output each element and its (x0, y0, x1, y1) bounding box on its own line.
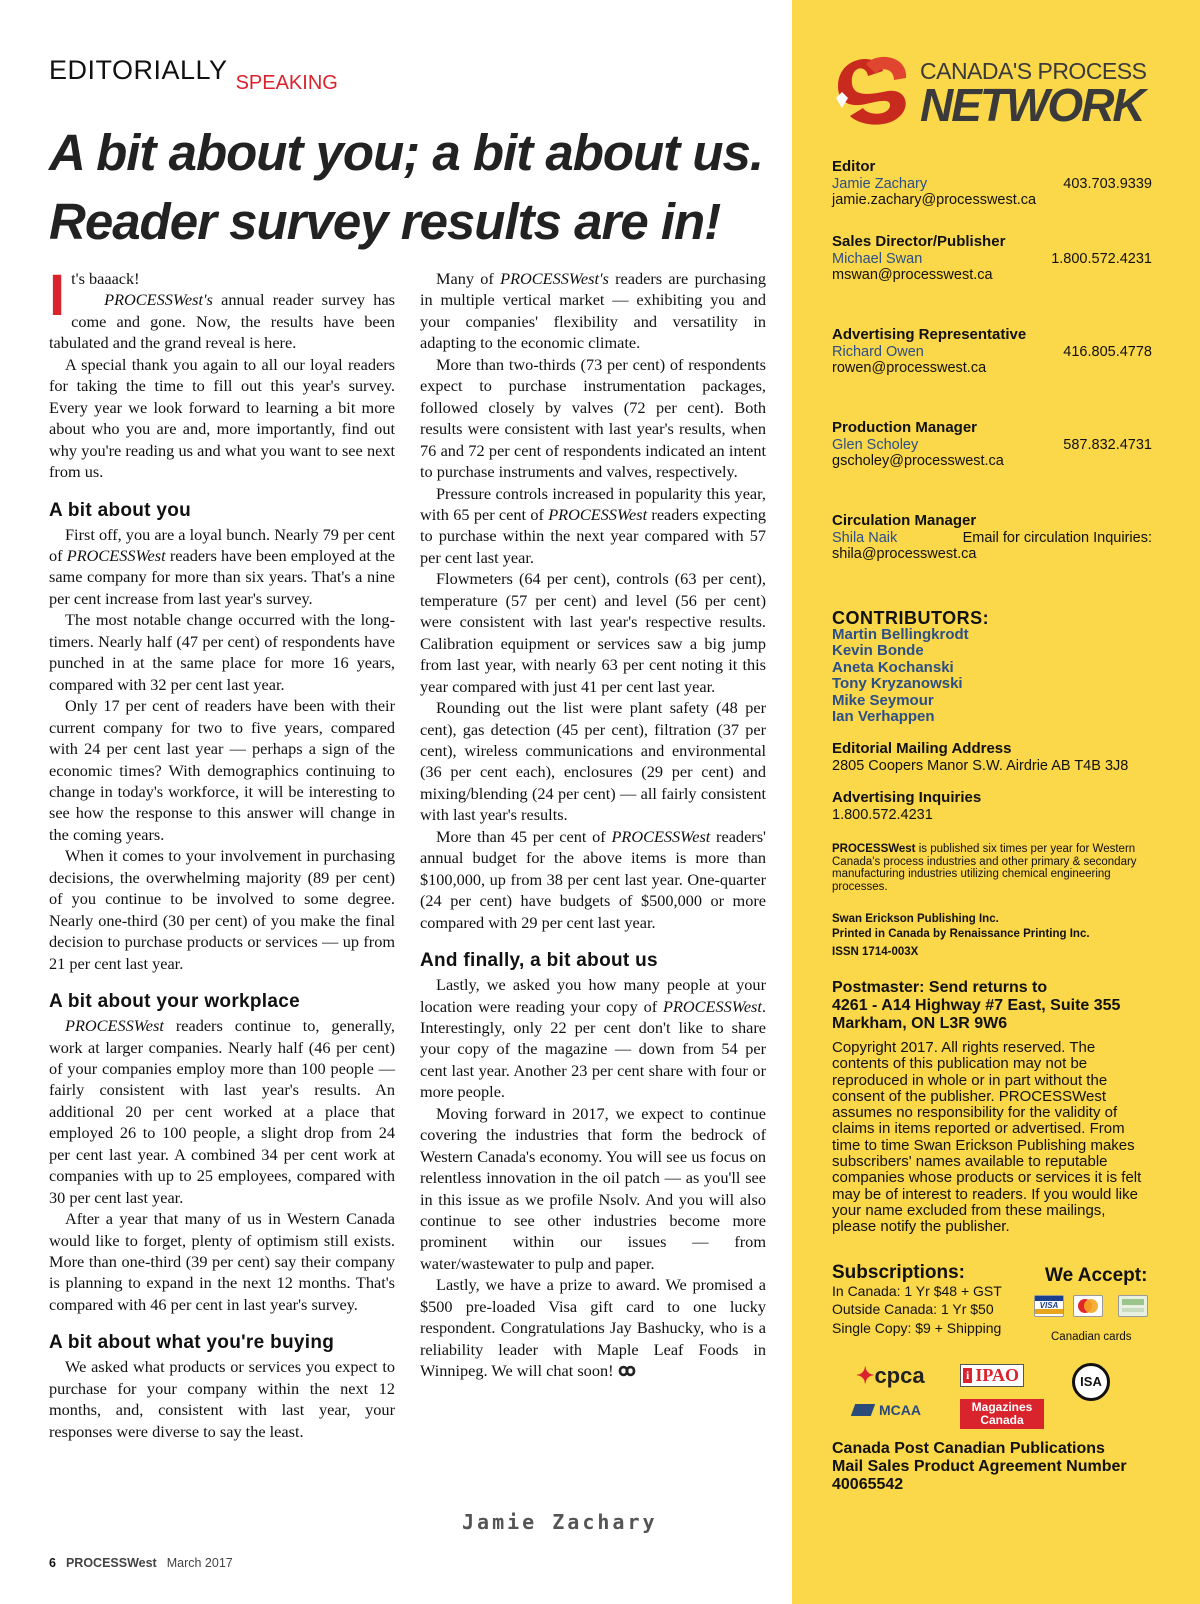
contributors-list (832, 627, 989, 726)
paragraph: Lastly, we asked you how many people at your location were reading your copy of PROCESSWest. Interestingly, only 22 per cent don't like to share your copy of the magazine — down from 54 per cent last year. Another 23 per cent share with four or more people. (420, 975, 766, 1102)
mastercard-icon (1073, 1295, 1103, 1317)
contributor: Mike Seymour (832, 691, 934, 709)
kicker-main: EDITORIALLY (49, 55, 228, 85)
contact-publisher: Sales Director/Publisher Michael Swan 1.800.572.4231 mswan@processwest.ca (832, 233, 1152, 283)
section-kicker (49, 55, 338, 94)
subhead-buying: A bit about what you're buying (49, 1332, 335, 1354)
paragraph: A special thank you again to all our loyal readers for taking the time to fill out this year's survey. Every year we look forward to learning a bit more about who you are and, more importantly, find out why you're reading us and what you want to see next from us. (49, 354, 395, 482)
ipao-logo: i IPAO (960, 1364, 1024, 1387)
article-column-right (420, 268, 766, 1382)
ad-inquiries-block: Advertising Inquiries 1.800.572.4231 (832, 789, 982, 823)
we-accept-title: We Accept: (1045, 1265, 1148, 1286)
isa-logo: ISA (1072, 1363, 1110, 1401)
page-number: 6 (49, 1556, 56, 1570)
dropcap: I (49, 263, 66, 328)
network-logo (828, 46, 1158, 131)
canadian-cards-label: Canadian cards (1051, 1331, 1132, 1343)
paragraph: PROCESSWest readers continue to, generally, work at larger companies. Nearly half (46 per cent) of your companies employ more than 100 people — fairly consistent with last year's results. An additional 20 per cent worked at a place that employed 26 to 100 people, a slight drop from 24 per cent last year. A combined 34 per cent work at companies with up to 25 employees, compared with 30 per cent last year. (49, 1016, 395, 1207)
contact-production: Production Manager Glen Scholey 587.832.4731 gscholey@processwest.ca (832, 419, 1152, 469)
subscriptions-block: Subscriptions: In Canada: 1 Yr $48 + GST Outside Canada: 1 Yr $50 Single Copy: $9 + Shipping (832, 1262, 1002, 1336)
paragraph: More than two-thirds (73 per cent) of respondents expect to purchase instrumentation packages, followed closely by valves (72 per cent). Both results were consistent with last year's results, when 76 and 72 per cent of respondents indicated an intent to purchase instruments and valves, respectively. (420, 354, 766, 482)
subhead-about-you: A bit about you (49, 499, 192, 521)
copyright-notice: Copyright 2017. All rights reserved. The contents of this publication may not be reproduced in whole or in part without the consent of the publisher. PROCESSWest assumes no responsibility for the validity of claims in items reported or advertised. From time to time Swan Erickson Publishing makes subscribers' names available to reputable companies whose products or services it is felt may be of interest to readers. If you would like your name excluded from these mailings, please notify the publisher. (832, 1039, 1142, 1236)
paragraph: Pressure controls increased in popularity this year, with 65 per cent of PROCESSWest readers expecting to purchase within the next year compared with 57 per cent last year. (420, 483, 767, 567)
cpca-logo: ✦cpca (856, 1363, 925, 1388)
paragraph: Many of PROCESSWest's readers are purchasing in multiple vertical market — exhibiting you and your companies' flexibility and versatility in adapting to the economic climate. (420, 269, 767, 353)
paragraph: Only 17 per cent of readers have been with their current company for two to five years, compared with 24 per cent last year — perhaps a sign of the economic times? With demographics continuing to change in today's workforce, it will be interesting to see how the response to this answer will change in the coming years. (49, 696, 395, 844)
subhead-about-us: And finally, a bit about us (420, 950, 658, 972)
subhead-workplace: A bit about your workplace (49, 991, 300, 1013)
paragraph: The most notable change occurred with the long-timers. Nearly half (47 per cent) of respondents have punched in at the same place for more 16 years, compared with 32 per cent last year. (49, 610, 395, 694)
headline (49, 118, 789, 256)
headline-line2: Reader survey results are in! (49, 193, 721, 250)
contributors-block (832, 610, 989, 726)
paragraph: Lastly, we have a prize to award. We promised a $500 pre-loaded Visa gift card to one lucky respondent. Congratulations Jay Bashucky, who is a reliability leader with Maple Leaf Foods in Winnipeg. We will chat soon! (420, 1275, 766, 1381)
contributor: Tony Kryzanowski (832, 675, 963, 692)
paragraph: More than 45 per cent of PROCESSWest readers' annual budget for the above items is more than $100,000, up from 38 per cent last year. One-quarter (24 per cent) have budgets of $500,000 or more compared with 29 per cent last year. (420, 826, 766, 932)
publication-info: PROCESSWest is published six times per year for Western Canada's process industries and other primary & secondary manufacturing industries utilizing chemical engineering processes. (832, 843, 1137, 893)
contact-editor: Editor Jamie Zachary 403.703.9339 jamie.zachary@processwest.ca (832, 158, 1152, 208)
author-signature: Jamie Zachary (462, 1510, 658, 1534)
paragraph: When it comes to your involvement in purchasing decisions, the overwhelming majority (89 per cent) of you continue to be involved to some degree. Nearly one-third (30 per cent) of you make the final decision to purchase products or services — up from 21 per cent last year. (49, 846, 395, 973)
mcaa-logo: MCAA (853, 1402, 921, 1418)
mailing-address-block: Editorial Mailing Address 2805 Coopers Manor S.W. Airdrie AB T4B 3J8 (832, 740, 1129, 774)
paragraph: After a year that many of us in Western Canada would like to forget, plenty of optimism still exists. More than one-third (39 per cent) say their company is planning to expand in the next 12 months. That's compared with 46 per cent in last year's survey. (49, 1209, 395, 1314)
paragraph: Rounding out the list were plant safety (48 per cent), gas detection (45 per cent), filtration (37 per cent), wireless communications and environmental (36 per cent each), enclosures (29 per cent) and mixing/blending (24 per cent) — all fairly consistent with last year's results. (420, 698, 766, 825)
page-footer (49, 1556, 233, 1570)
logo-line2: NETWORK (920, 79, 1144, 131)
paragraph: Moving forward in 2017, we expect to continue covering the industries that form the bedrock of Western Canada's economy. You will see us focus on relentless innovation in the oil patch — as you'll see in this issue as we profile Nsolv. And you will also continue to see other industries become more prominent within our issues — from water/wastewater to pulp and paper. (420, 1103, 766, 1273)
publisher-info: Swan Erickson Publishing Inc. Printed in Canada by Renaissance Printing Inc. ISSN 1714-003X (832, 913, 1090, 958)
network-logo-icon (828, 46, 918, 131)
article-column-left (49, 263, 396, 1442)
contributors-title: CONTRIBUTORS: (832, 608, 990, 628)
postmaster-block: Postmaster: Send returns to 4261 - A14 Highway #7 East, Suite 355 Markham, ON L3R 9W6 (832, 979, 1121, 1032)
magazines-canada-logo: Magazines Canada (960, 1399, 1044, 1429)
kicker-sub: SPEAKING (235, 72, 338, 94)
contributor: Martin Bellingkrodt (832, 625, 969, 643)
paragraph: We asked what products or services you expect to purchase for your company within the next 12 months, and, consistent with last year, your responses were diverse to say the least. (49, 1357, 395, 1441)
headline-line1: A bit about you; a bit about us. (49, 124, 764, 181)
debit-card-icon (1118, 1295, 1148, 1317)
end-mark-icon (618, 1364, 636, 1378)
contributor: Aneta Kochanski (832, 658, 954, 676)
canada-post-block: Canada Post Canadian Publications Mail Sales Product Agreement Number 40065542 (832, 1440, 1127, 1493)
intro-paragraph: It's baaack! PROCESSWest's annual reader survey has come and gone. Now, the results have been tabulated and the grand reveal is here. (49, 263, 396, 353)
contributor: Kevin Bonde (832, 642, 924, 659)
logo-line1: CANADA'S PROCESS (920, 58, 1147, 84)
footer-publication: PROCESSWest (65, 1556, 157, 1570)
contributor: Ian Verhappen (832, 708, 935, 725)
contact-advertising: Advertising Representative Richard Owen 416.805.4778 rowen@processwest.ca (832, 326, 1152, 376)
footer-date: March 2017 (166, 1556, 233, 1570)
paragraph: Flowmeters (64 per cent), controls (63 per cent), temperature (57 per cent) and level (56 per cent) were consistent with last year's respective results. Calibration equipment or services saw a big jump from last year, with nearly 63 per cent noting it this year compared with just 41 per cent last year. (420, 569, 766, 696)
contact-circulation: Circulation Manager Shila Naik Email for circulation Inquiries: shila@processwest.ca (832, 512, 1152, 562)
paragraph: First off, you are a loyal bunch. Nearly 79 per cent of PROCESSWest readers have been employed at the same company for more than six years. That's a nine per cent increase from last year's survey. (49, 524, 396, 608)
visa-card-icon: VISA (1034, 1295, 1064, 1317)
